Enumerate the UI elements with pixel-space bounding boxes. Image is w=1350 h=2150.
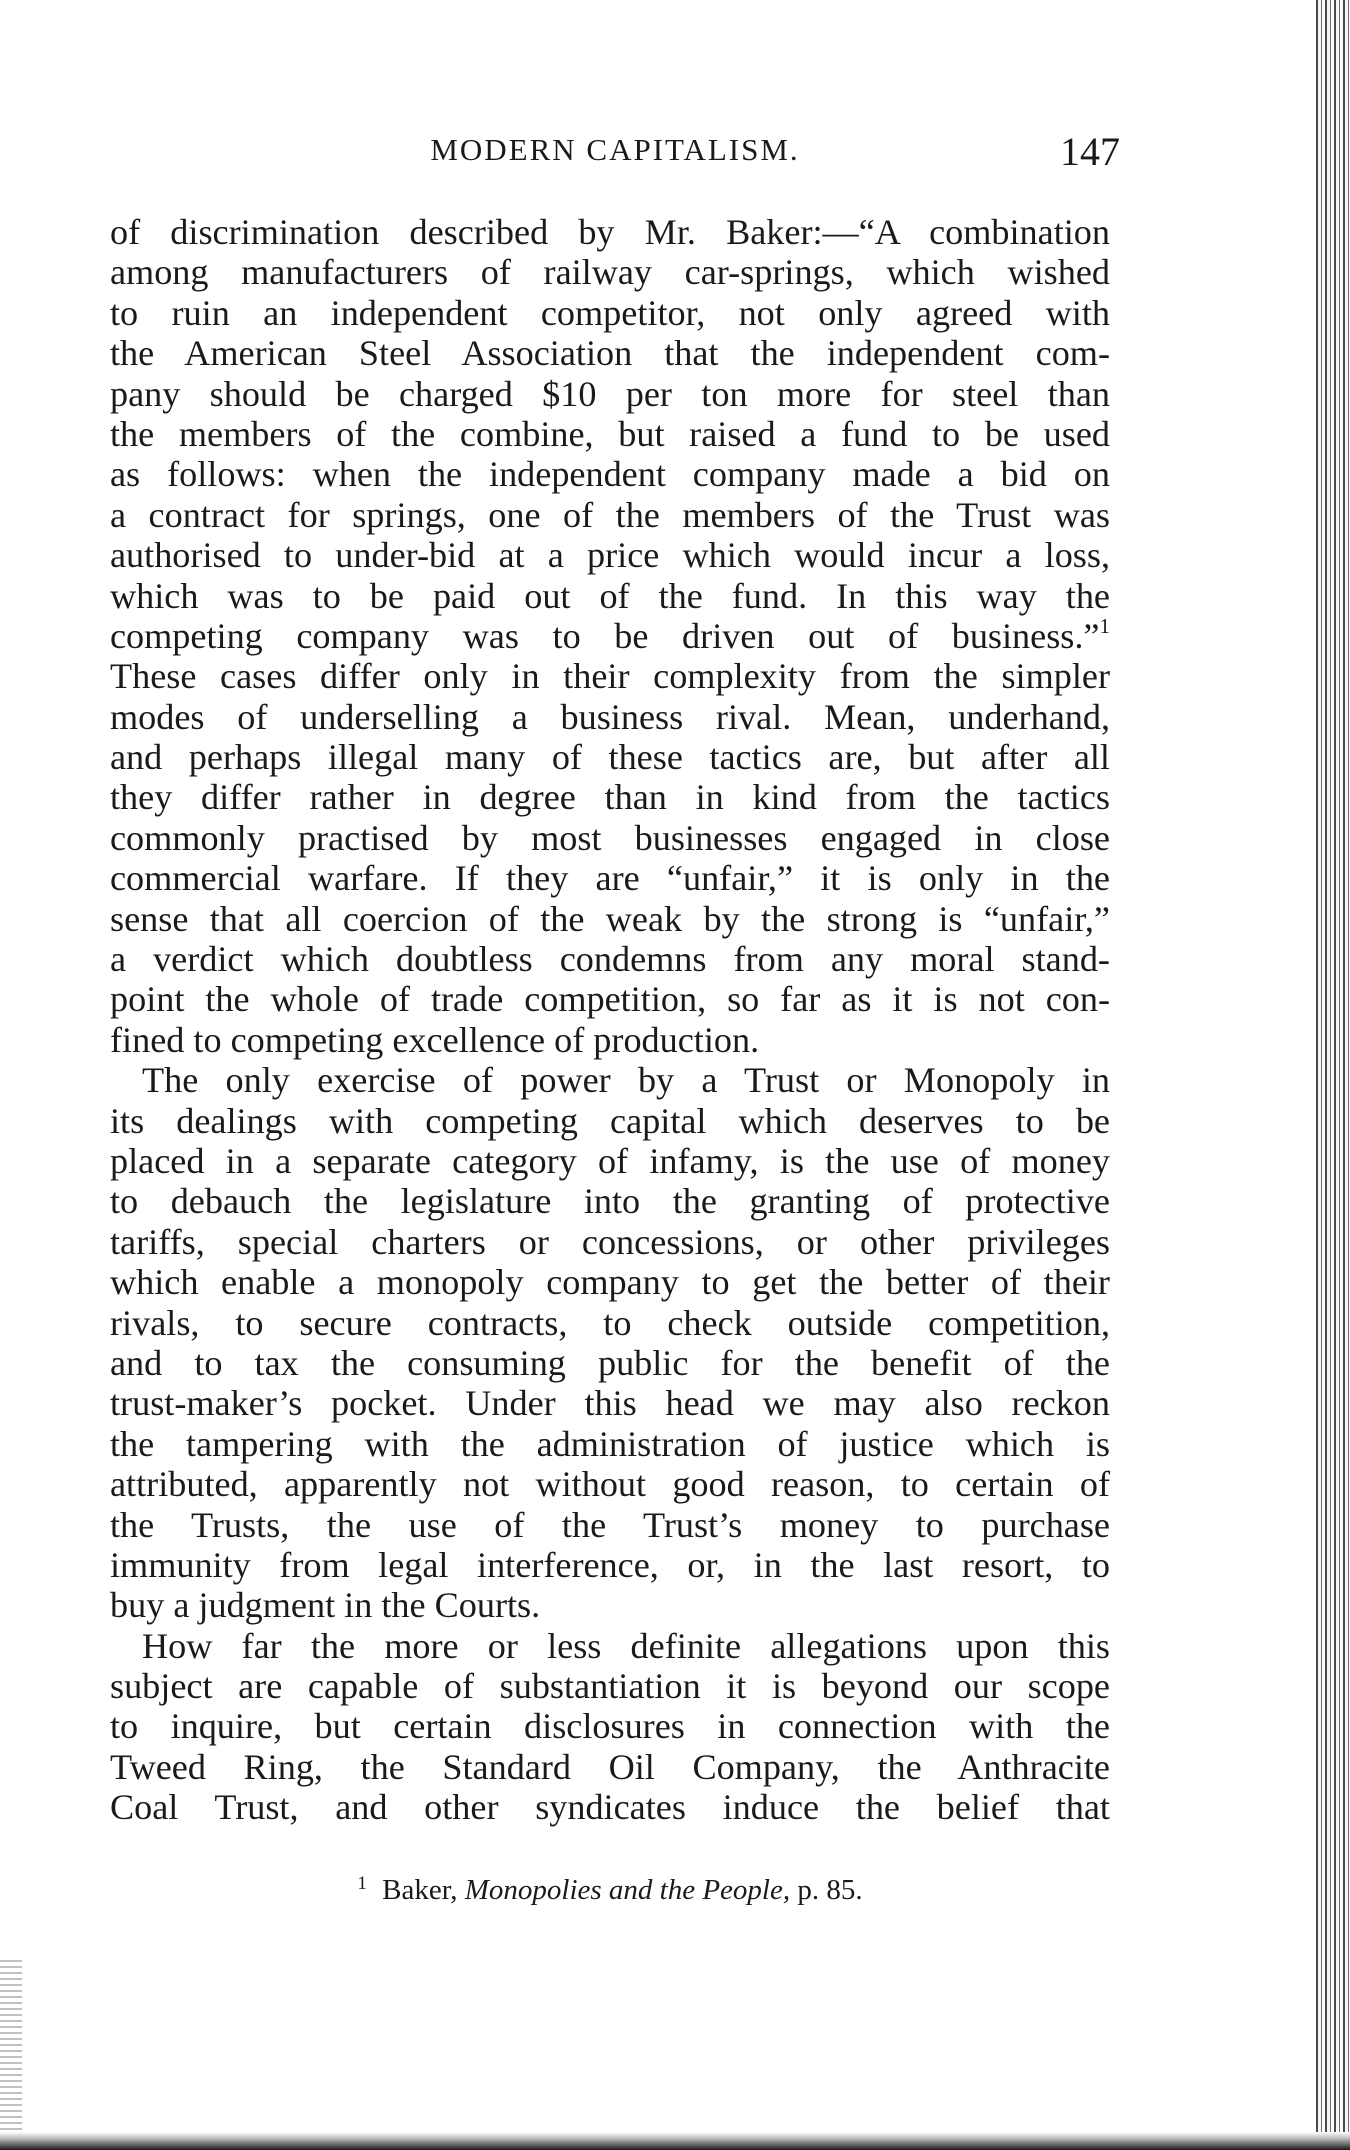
text-line: These cases differ only in their complexity from the simpler bbox=[110, 656, 1110, 697]
text-line: Coal Trust, and other syndicates induce the belief that bbox=[110, 1787, 1110, 1828]
footnote bbox=[110, 1874, 1110, 1907]
text-line-content: competing company was to be driven out of business.” bbox=[110, 615, 1100, 656]
text-line: the tampering with the administration of justice which is bbox=[110, 1423, 1110, 1464]
footnote-title: Monopolies and the People, bbox=[464, 1874, 791, 1906]
text-line: the members of the combine, but raised a fund to be used bbox=[110, 413, 1110, 454]
text-line: and perhaps illegal many of these tactics are, but after all bbox=[110, 737, 1110, 778]
text-line: which was to be paid out of the fund. In this way the bbox=[110, 575, 1110, 616]
text-line: sense that all coercion of the weak by the strong is “unfair,” bbox=[110, 898, 1110, 939]
text-line: its dealings with competing capital which deserves to be bbox=[110, 1100, 1110, 1141]
text-line: commercial warfare. If they are “unfair,” it is only in the bbox=[110, 858, 1110, 899]
text-line: and to tax the consuming public for the benefit of the bbox=[110, 1342, 1110, 1383]
text-line: among manufacturers of railway car-springs, which wished bbox=[110, 252, 1110, 293]
text-line: point the whole of trade competition, so far as it is not con- bbox=[110, 979, 1110, 1020]
text-line: placed in a separate category of infamy, is the use of money bbox=[110, 1140, 1110, 1181]
text-line: pany should be charged $10 per ton more for steel than bbox=[110, 373, 1110, 414]
page-edge-left bbox=[0, 1960, 22, 2150]
text-line: tariffs, special charters or concessions, or other privileges bbox=[110, 1221, 1110, 1262]
footnote-marker: 1 bbox=[357, 1873, 367, 1894]
page-edge-bottom bbox=[0, 2132, 1350, 2150]
text-line: to ruin an independent competitor, not only agreed with bbox=[110, 292, 1110, 333]
text-line: trust-maker’s pocket. Under this head we may also reckon bbox=[110, 1383, 1110, 1424]
page-number: 147 bbox=[1060, 129, 1120, 174]
body-text bbox=[110, 212, 1110, 1828]
text-line: rivals, to secure contracts, to check outside competition, bbox=[110, 1302, 1110, 1343]
text-line: authorised to under-bid at a price which would incur a loss, bbox=[110, 535, 1110, 576]
running-title: MODERN CAPITALISM. bbox=[430, 132, 800, 167]
text-line: to debauch the legislature into the granting of protective bbox=[110, 1181, 1110, 1222]
text-line: fined to competing excellence of production. bbox=[110, 1019, 760, 1060]
paragraph-first-line: How far the more or less definite allegations upon this bbox=[142, 1625, 1110, 1666]
text-line: as follows: when the independent company made a bid on bbox=[110, 454, 1110, 495]
footnote-reference: 1 bbox=[1099, 613, 1110, 638]
text-line: a verdict which doubtless condemns from any moral stand- bbox=[110, 939, 1110, 980]
text-line: the American Steel Association that the independent com- bbox=[110, 333, 1110, 374]
footnote-author: Baker, bbox=[382, 1874, 458, 1906]
text-line-with-footnote bbox=[110, 613, 1110, 656]
text-line: subject are capable of substantiation it is beyond our scope bbox=[110, 1666, 1110, 1707]
running-header bbox=[110, 118, 1120, 178]
paragraph-first-line: The only exercise of power by a Trust or Monopoly in bbox=[142, 1060, 1110, 1101]
text-line: they differ rather in degree than in kind from the tactics bbox=[110, 777, 1110, 818]
text-line: a contract for springs, one of the members of the Trust was bbox=[110, 494, 1110, 535]
text-line: attributed, apparently not without good reason, to certain of bbox=[110, 1464, 1110, 1505]
page-edge-right bbox=[1316, 0, 1350, 2150]
text-line: commonly practised by most businesses engaged in close bbox=[110, 817, 1110, 858]
text-line: Tweed Ring, the Standard Oil Company, the Anthracite bbox=[110, 1746, 1110, 1787]
text-line: to inquire, but certain disclosures in connection with the bbox=[110, 1706, 1110, 1747]
text-line: immunity from legal interference, or, in the last resort, to bbox=[110, 1544, 1110, 1585]
text-line: modes of underselling a business rival. Mean, underhand, bbox=[110, 696, 1110, 737]
text-line: of discrimination described by Mr. Baker:—“A combination bbox=[110, 212, 1110, 252]
text-line: buy a judgment in the Courts. bbox=[110, 1585, 541, 1626]
text-line: the Trusts, the use of the Trust’s money to purchase bbox=[110, 1504, 1110, 1545]
text-line: which enable a monopoly company to get the better of their bbox=[110, 1262, 1110, 1303]
footnote-page: p. 85. bbox=[797, 1874, 863, 1906]
